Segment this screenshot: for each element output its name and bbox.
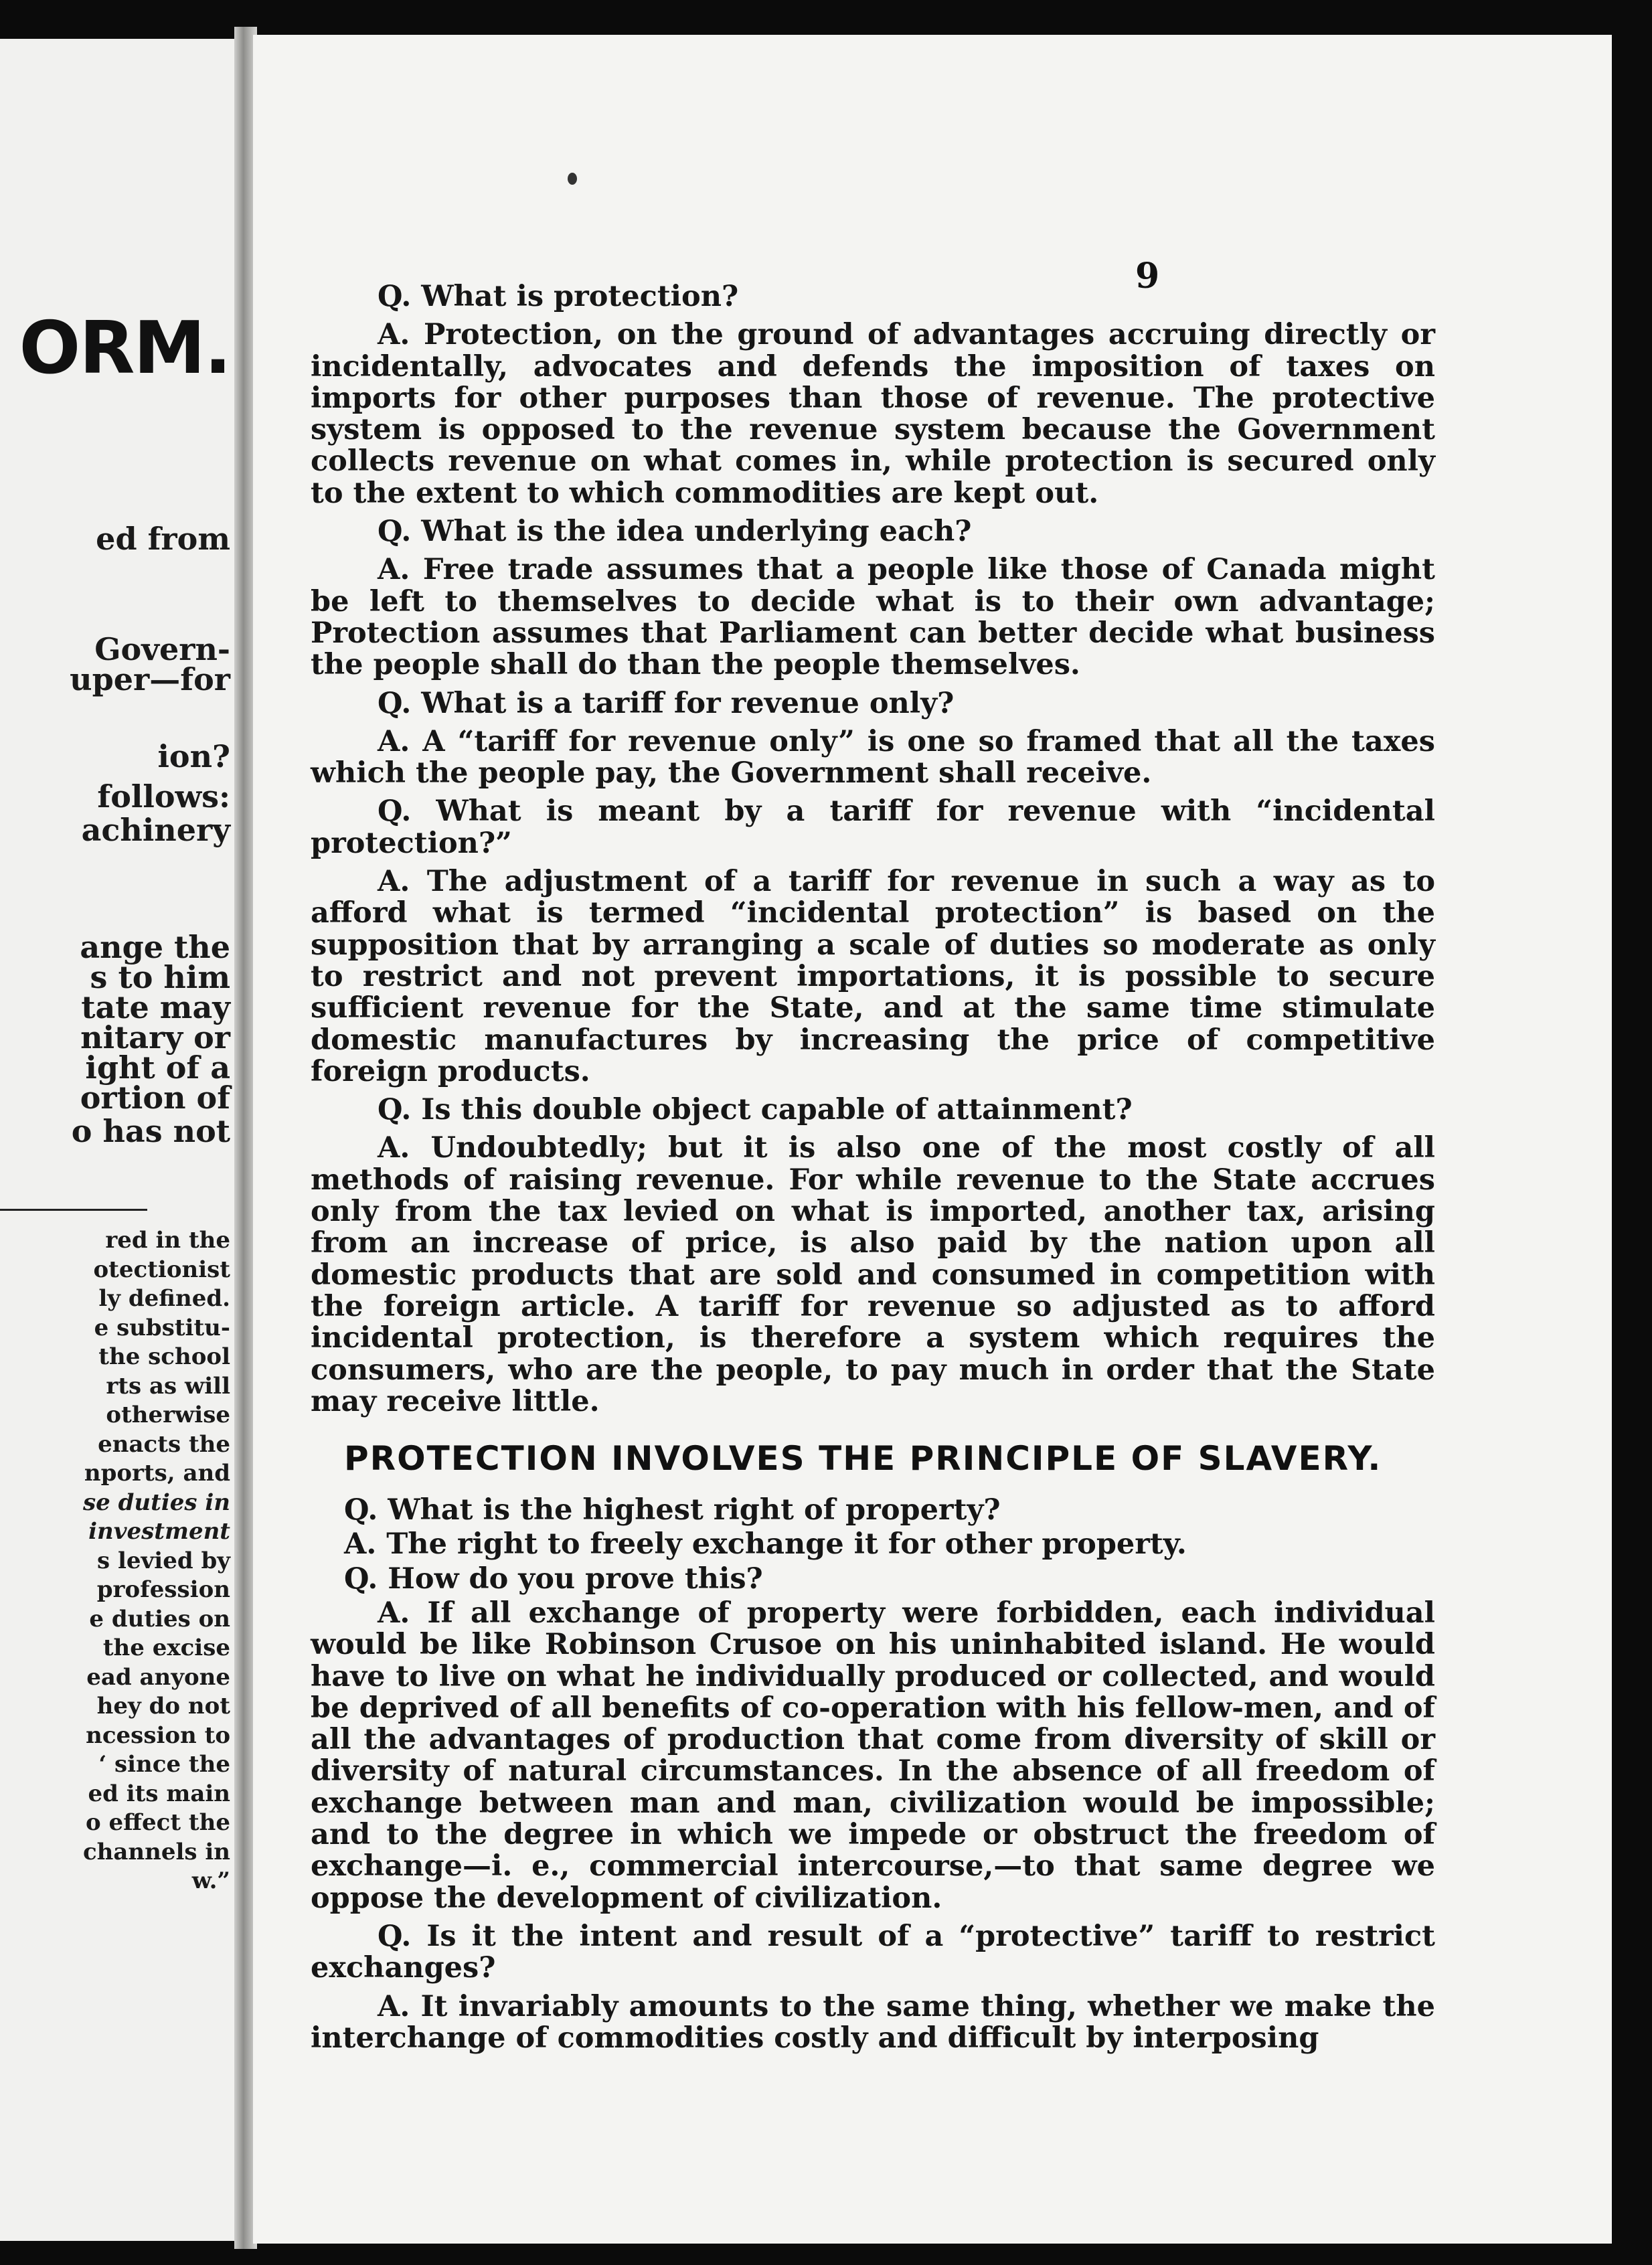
facing-page-line: ‘ since the [98, 1751, 230, 1778]
facing-page-line: tate may [81, 989, 230, 1025]
question-line: Q. What is protection? [378, 280, 739, 313]
facing-page-line: ortion of [80, 1080, 230, 1116]
facing-page-line: ion? [157, 738, 230, 774]
facing-page-line: otectionist [93, 1256, 230, 1283]
facing-page-line: achinery [81, 812, 230, 848]
facing-page-line: ead anyone [86, 1663, 230, 1691]
facing-page-line: nitary or [80, 1019, 230, 1056]
facing-page-rule [0, 1209, 147, 1211]
facing-page-line: s levied by [97, 1547, 230, 1574]
facing-page-line: channels in [82, 1838, 230, 1865]
facing-page-line: w.” [191, 1867, 230, 1894]
facing-page-line: investment [88, 1518, 230, 1545]
facing-page-line: ly defined. [98, 1285, 230, 1312]
facing-page-line: uper—for [70, 661, 230, 697]
ink-speck [568, 173, 577, 185]
qa-line: Q. What is the highest right of property? [344, 1493, 1001, 1527]
question-line: Q. Is it the intent and result of a “protective” tariff to restrict exchanges? [311, 1919, 1435, 1985]
page-number: 9 [1135, 256, 1160, 297]
facing-page-title-fragment: ORM. [19, 307, 230, 390]
qa-line: A. The right to freely exchange it for other property. [344, 1527, 1187, 1562]
facing-page-line: profession [96, 1576, 230, 1603]
facing-page-line: Govern- [94, 631, 230, 667]
facing-page-fragment [0, 39, 236, 2241]
facing-page-line: the school [98, 1343, 230, 1370]
facing-page-line: hey do not [96, 1693, 230, 1719]
facing-page-line: ight of a [85, 1050, 230, 1086]
answer-paragraph: A. A “tariff for revenue only” is one so framed that all the taxes which the people pay, the Government shall receive. [311, 724, 1435, 790]
body-text-column [311, 281, 1435, 2061]
facing-page-line: ange the [80, 929, 230, 965]
qa-line: Q. How do you prove this? [344, 1562, 763, 1596]
facing-page-line: e substitu- [94, 1314, 230, 1341]
section-heading: PROTECTION INVOLVES THE PRINCIPLE OF SLAVERY. [344, 1439, 1382, 1479]
facing-page-line: o has not [71, 1113, 230, 1149]
facing-page-line: ed its main [88, 1780, 230, 1807]
question-line: Q. What is meant by a tariff for revenue with “incidental protection?” [311, 794, 1435, 860]
answer-paragraph: A. Free trade assumes that a people like those of Canada might be left to themselves to decide what is to their own advantage; Protection assumes that Parliament can better decide what business the people shall do than the people themselves. [311, 553, 1435, 682]
facing-page-line: nports, and [84, 1460, 230, 1487]
qa-section-tariff [311, 281, 1435, 1418]
facing-page-line: red in the [105, 1227, 230, 1254]
facing-page-line: ed from [96, 521, 230, 557]
facing-page-line: ncession to [86, 1722, 230, 1749]
facing-page-line: otherwise [106, 1402, 230, 1428]
answer-paragraph: A. The adjustment of a tariff for revenue in such a way as to afford what is termed “incidental protection” is based on the supposition that by arranging a scale of duties so moderate as only to restrict and not prevent importations, it is possible to secure sufficient revenue for the State, and at the same time stimulate domestic manufactures by increasing the price of competitive foreign products. [311, 865, 1435, 1088]
facing-page-line: enacts the [98, 1430, 230, 1458]
facing-page-line: s to him [90, 959, 230, 995]
question-line: Q. What is the idea underlying each? [378, 515, 972, 549]
answer-paragraph: A. Protection, on the ground of advantages accruing directly or incidentally, advocates and defends the imposition of taxes on imports for other purposes than those of revenue. The protective system is opposed to the revenue system because the Government collects revenue on what comes in, while protection is secured only to the extent to which commodities are kept out. [311, 318, 1435, 510]
answer-paragraph: A. It invariably amounts to the same thing, whether we make the interchange of commodities costly and difficult by interposing [311, 1989, 1435, 2055]
facing-page-line: follows: [97, 778, 230, 815]
facing-page-line: the excise [102, 1634, 230, 1661]
qa-section-slavery [311, 1495, 1435, 2054]
question-line: Q. What is a tariff for revenue only? [378, 686, 955, 720]
facing-page-line: se duties in [83, 1489, 230, 1516]
facing-page-line: e duties on [89, 1605, 230, 1632]
facing-page-line: o effect the [86, 1809, 230, 1836]
facing-page-line: rts as will [106, 1372, 230, 1400]
answer-paragraph: A. If all exchange of property were forbidden, each individual would be like Robinson Crusoe on his uninhabited island. He would have to live on what he individually produced or collected, and would be deprived of all benefits of co-operation with his fellow-men, and of all the advantages of production that come from diversity of skill or diversity of natural circumstances. In the absence of all freedom of exchange between man and man, civilization would be impossible; and to the degree in which we impede or obstruct the freedom of exchange—i. e., commercial intercourse,—to that same degree we oppose the development of civilization. [311, 1596, 1435, 1915]
question-line: Q. Is this double object capable of attainment? [378, 1093, 1133, 1127]
answer-paragraph: A. Undoubtedly; but it is also one of the most costly of all methods of raising revenue. For while revenue to the State accrues only from the tax levied on what is imported, another tax, arising from an increase of price, is also paid by the nation upon all domestic products that are sold and consumed in competition with the foreign article. A tariff for revenue so adjusted as to afford incidental protection, is therefore a system which requires the consumers, who are the people, to pay much in order that the State may receive little. [311, 1131, 1435, 1418]
